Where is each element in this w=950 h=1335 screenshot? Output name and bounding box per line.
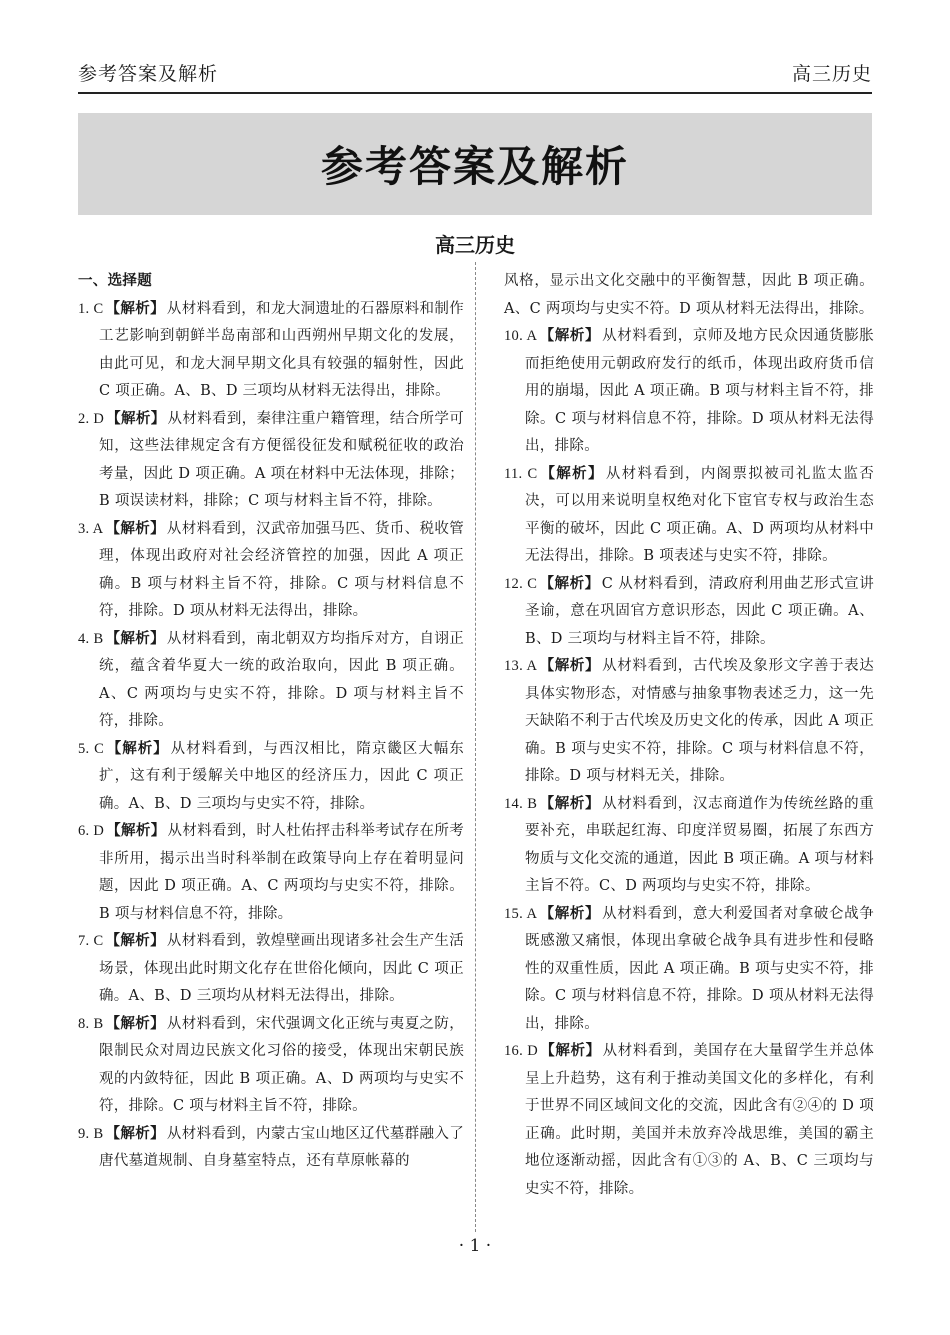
answer-item xyxy=(78,1011,464,1121)
analysis-tag: 【解析】 xyxy=(539,905,601,922)
answer-number: 1. C xyxy=(78,300,104,317)
answer-item xyxy=(504,791,874,901)
running-header xyxy=(78,58,872,94)
answer-number: 10. A xyxy=(504,328,538,344)
answer-explanation: 从材料看到，京师及地方民众因通货膨胀而拒绝使用元朝政府发行的纸币，体现出政府货币信用的崩塌，因此 A 项正确。B 项与材料主旨不符，排除。C 项与材料信息不符，排除。D 项从材料无法得出，排除。 xyxy=(525,328,874,454)
answer-item xyxy=(78,626,464,736)
section-title: 一、选择题 xyxy=(78,273,152,289)
analysis-tag: 【解析】 xyxy=(105,933,165,949)
answer-explanation: 从材料看到，汉志商道作为传统丝路的重要补充，串联起红海、印度洋贸易圈，拓展了东西方物质与文化交流的通道，因此 B 项正确。A 项与材料主旨不符。C、D 两项均与史实不符，排除。 xyxy=(525,795,874,894)
answer-explanation: C 从材料看到，清政府利用曲艺形式宣讲圣谕，意在巩固官方意识形态，因此 C 项正确。A、B、D 三项均与材料主旨不符，排除。 xyxy=(525,575,875,647)
header-left-title: 参考答案及解析 xyxy=(78,63,219,85)
answer-explanation: 从材料看到，古代埃及象形文字善于表达具体实物形态，对情感与抽象事物表述乏力，这一先天缺陷不利于古代埃及历史文化的传承，因此 A 项正确。B 项与史实不符，排除。C 项与材料信息不符，排除。D 项与材料无关，排除。 xyxy=(525,658,874,784)
answer-explanation: 从材料看到，意大利爱国者对拿破仑战争既感激又痛恨，体现出拿破仑战争具有进步性和侵略性的双重性质，因此 A 项正确。B 项与史实不符，排除。C 项与材料信息不符，排除。D 项从材料无法得出，排除。 xyxy=(525,905,874,1032)
answer-explanation: 从材料看到，美国存在大量留学生并总体呈上升趋势，这有利于推动美国文化的多样化，有利于世界不同区域间文化的交流，因此含有②④的 D 项正确。此时期，美国并未放弃冷战思维，美国的霸主地位逐渐动摇，因此含有①③的 A、B、C 三项均与史实不符，排除。 xyxy=(525,1043,874,1197)
page-number: · 1 · xyxy=(458,1236,492,1256)
answer-item xyxy=(78,736,464,819)
answer-number: 9. B xyxy=(78,1125,104,1142)
answer-explanation: 从材料看到，和龙大洞遗址的石器原料和制作工艺影响到朝鲜半岛南部和山西朔州早期文化的发展，由此可见，和龙大洞早期文化具有较强的辐射性，因此 C 项正确。A、B、D 三项均从材料无法得出，排除。 xyxy=(99,300,465,399)
answer-number: 2. D xyxy=(78,410,105,427)
answer-continuation: 风格，显示出文化交融中的平衡智慧，因此 B 项正确。A、C 两项均与史实不符。D 项从材料无法得出，排除。 xyxy=(504,273,874,317)
analysis-tag: 【解析】 xyxy=(106,823,166,839)
answer-item xyxy=(504,461,874,571)
answer-number: 14. B xyxy=(504,795,538,812)
answer-explanation: 从材料看到，时人杜佑抨击科举考试存在所考非所用，揭示出当时科举制在政策导向上存在着明显问题，因此 D 项正确。A、C 两项均与史实不符，排除。B 项与材料信息不符，排除。 xyxy=(99,823,465,922)
answer-explanation: 从材料看到，敦煌壁画出现诸多社会生产生活场景，体现出此时期文化存在世俗化倾向，因此 C 项正确。A、B、D 三项均从材料无法得出，排除。 xyxy=(99,933,465,1004)
answer-explanation: 从材料看到，汉武帝加强马匹、货币、税收管理，体现出政府对社会经济管控的加强，因此 A 项正确。B 项与材料主旨不符，排除。C 项与材料信息不符，排除。D 项从材料无法得出，排除。 xyxy=(99,520,465,619)
answer-number: 3. A xyxy=(78,520,104,537)
answer-item xyxy=(78,406,464,516)
right-column xyxy=(504,268,874,1203)
answer-item xyxy=(78,928,464,1011)
answer-explanation: 从材料看到，与西汉相比，隋京畿区大幅东扩，这有利于缓解关中地区的经济压力，因此 C 项正确。A、B、D 三项均与史实不符，排除。 xyxy=(99,740,465,812)
answer-item xyxy=(504,653,874,791)
analysis-tag: 【解析】 xyxy=(105,1015,165,1032)
answer-number: 12. C xyxy=(504,575,538,592)
analysis-tag: 【解析】 xyxy=(539,465,604,482)
analysis-tag: 【解析】 xyxy=(105,1125,165,1142)
answer-explanation: 从材料看到，内蒙古宝山地区辽代墓群融入了唐代墓道规制、自身墓室特点，还有草原帐幕的 xyxy=(99,1125,465,1169)
analysis-tag: 【解析】 xyxy=(540,1043,601,1059)
column-divider xyxy=(475,262,476,1232)
answer-number: 15. A xyxy=(504,905,538,922)
answer-number: 7. C xyxy=(78,933,104,949)
analysis-tag: 【解析】 xyxy=(539,658,601,674)
answer-explanation: 从材料看到，秦律注重户籍管理，结合所学可知，这些法律规定含有方便徭役征发和赋税征收的政治考量，因此 D 项正确。A 项在材料中无法体现，排除；B 项误读材料，排除；C 项与材料主旨不符，排除。 xyxy=(99,410,465,509)
answer-number: 13. A xyxy=(504,658,538,674)
answer-number: 11. C xyxy=(504,465,538,482)
header-right-subject: 高三历史 xyxy=(791,63,872,85)
answer-item xyxy=(78,818,464,928)
answer-number: 6. D xyxy=(78,823,105,839)
analysis-tag: 【解析】 xyxy=(539,795,601,812)
banner-title: 参考答案及解析 xyxy=(320,142,629,191)
analysis-tag: 【解析】 xyxy=(105,300,165,317)
analysis-tag: 【解析】 xyxy=(539,328,601,344)
answer-explanation: 从材料看到，宋代强调文化正统与夷夏之防，限制民众对周边民族文化习俗的接受，体现出宋朝民族观的内敛特征，因此 B 项正确。A、D 两项均与史实不符，排除。C 项与材料主旨不符，排除。 xyxy=(99,1015,465,1114)
answer-number: 8. B xyxy=(78,1015,104,1032)
answer-item xyxy=(504,1038,874,1203)
answer-item xyxy=(504,571,874,654)
answer-explanation: 从材料看到，南北朝双方均指斥对方，自诩正统，蕴含着华夏大一统的政治取向，因此 B 项正确。A、C 两项均与史实不符，排除。D 项与材料主旨不符，排除。 xyxy=(99,630,465,729)
left-column xyxy=(78,268,464,1176)
analysis-tag: 【解析】 xyxy=(106,740,169,757)
answer-number: 5. C xyxy=(78,740,105,757)
subject-title: 高三历史 xyxy=(435,233,515,257)
answer-number: 4. B xyxy=(78,630,104,647)
answer-item xyxy=(504,901,874,1039)
analysis-tag: 【解析】 xyxy=(105,520,165,537)
answer-item xyxy=(78,1121,464,1176)
analysis-tag: 【解析】 xyxy=(105,630,165,647)
answer-item xyxy=(78,296,464,406)
answer-item xyxy=(504,323,874,461)
answer-explanation: 从材料看到，内阁票拟被司礼监太监否决，可以用来说明皇权绝对化下宦官专权与政治生态平衡的破坏，因此 C 项正确。A、D 两项均从材料中无法得出，排除。B 项表述与史实不符，排除。 xyxy=(525,465,874,564)
analysis-tag: 【解析】 xyxy=(106,410,166,427)
answer-item xyxy=(78,516,464,626)
title-banner xyxy=(78,113,872,215)
answer-number: 16. D xyxy=(504,1043,539,1059)
analysis-tag: 【解析】 xyxy=(539,575,600,592)
